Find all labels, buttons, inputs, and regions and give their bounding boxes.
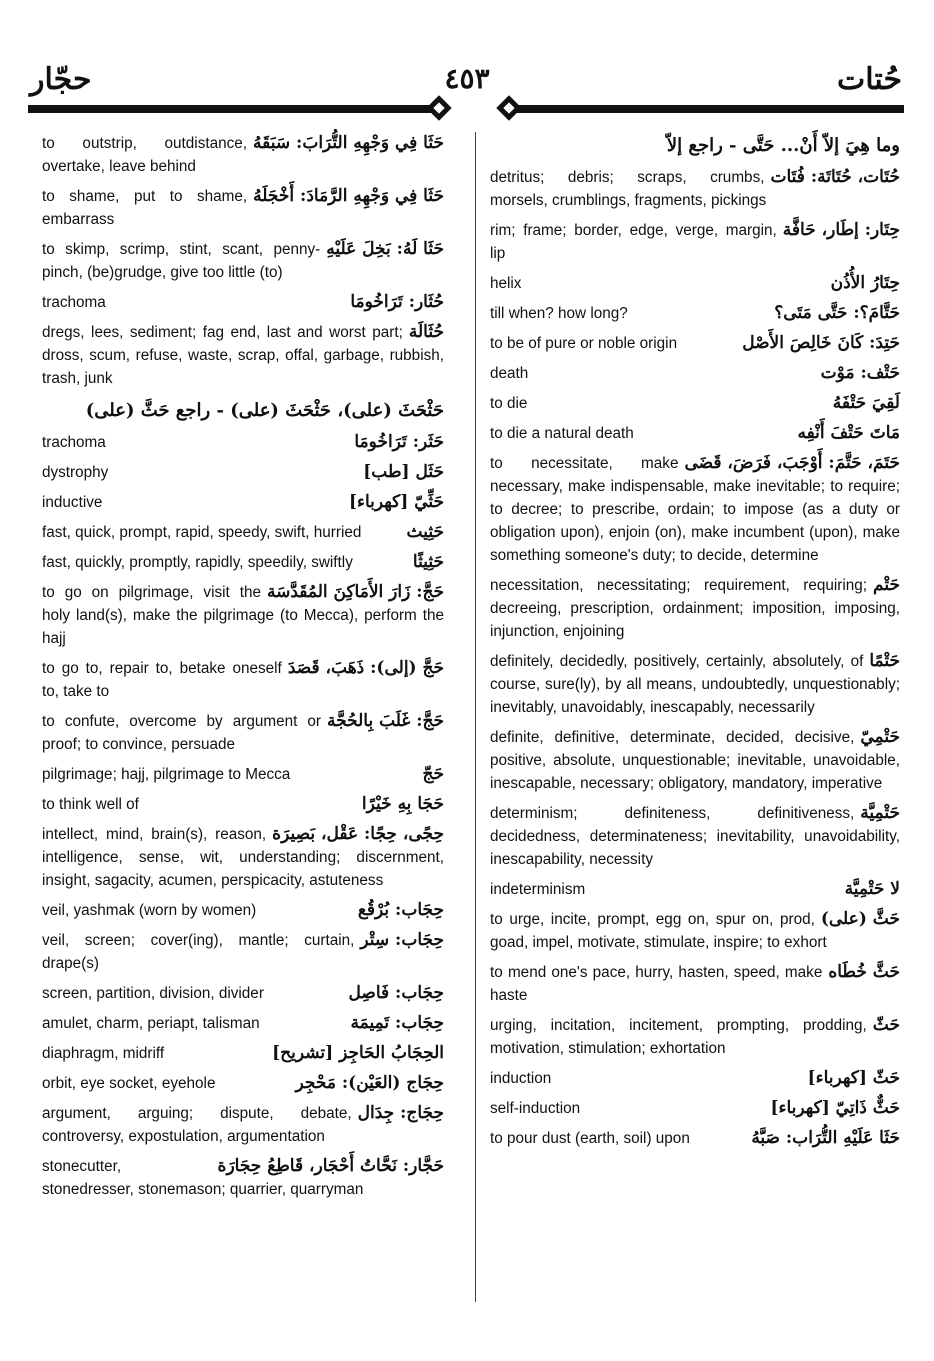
arabic-headword: حَتْمًا (869, 651, 900, 671)
dictionary-entry (42, 899, 444, 922)
arabic-headword: حَتْمِيّ (860, 727, 900, 747)
cross-reference-line: حَثْحَثَ (على)، حَثْحَثَ (على) - راجع حَثَّ (على) (85, 400, 444, 421)
dictionary-entry (490, 362, 900, 385)
arabic-headword: حَثّ (872, 1015, 900, 1035)
english-definition: rim; frame; border, edge, verge, margin, lip (490, 222, 777, 262)
english-definition: veil, screen; cover(ing), mantle; curtain, drape(s) (42, 932, 355, 972)
dictionary-entry (490, 302, 900, 325)
english-definition: to think well of (42, 796, 139, 813)
arabic-headword: حَثِيثًا (412, 552, 444, 572)
arabic-headword: حِجَاج (العَيْن): مَحْجِر (295, 1073, 444, 1093)
english-definition: argument, arguing; dispute, debate, controversy, expostulation, argumentation (42, 1105, 352, 1145)
dictionary-entry (42, 132, 444, 178)
cross-reference-line: وما هِيَ إلاّ أَنْ... حَتَّى - راجع إلاّ (666, 135, 900, 156)
english-definition: pilgrimage; hajj, pilgrimage to Mecca (42, 766, 291, 783)
column-divider (475, 132, 476, 1302)
english-definition: death (490, 365, 529, 382)
left-column (42, 132, 444, 1208)
english-definition: trachoma (42, 294, 106, 311)
arabic-headword: حِجَاج: جِدَال (357, 1103, 444, 1123)
english-definition: to die a natural death (490, 425, 634, 442)
arabic-headword: حَجَّ: غَلَبَ بِالحُجَّة (327, 711, 444, 731)
arabic-headword: حَثَا لَهُ: بَخِلَ عَلَيْهِ (326, 239, 444, 259)
english-definition: to mend one's pace, hurry, hasten, speed, make haste (490, 964, 823, 1004)
arabic-headword: حِتَارُ الأُذُن (830, 273, 900, 293)
dictionary-entry (42, 521, 444, 544)
arabic-headword: حَثٌّ ذَاتِيّ [كهرباء] (770, 1098, 900, 1118)
english-definition: to go to, repair to, betake oneself to, take to (42, 660, 282, 700)
dictionary-entry (490, 166, 900, 212)
arabic-headword: حَثَر: تَرَاخُومَا (354, 432, 444, 452)
diamond-ornament-icon (496, 95, 521, 120)
english-definition: necessitation, necessitating; requirement, requiring; decreeing, prescription, ordainment; imposition, imposing, injunction, enjoining (490, 577, 900, 640)
arabic-headword: حَتْمِيَّة (860, 803, 900, 823)
english-definition: determinism; definiteness, definitiveness, decidedness, determinateness; inevitability, unavoidability, inescapability, necessity (490, 805, 900, 868)
arabic-headword: حَثّ [كهرباء] (807, 1068, 900, 1088)
dictionary-entry (42, 491, 444, 514)
dictionary-entry (42, 185, 444, 231)
header-rule-left (28, 105, 438, 113)
dictionary-entry (42, 581, 444, 650)
dictionary-entry (42, 551, 444, 574)
dictionary-entry (490, 332, 900, 355)
dictionary-entry (490, 272, 900, 295)
arabic-headword: حَتْف: مَوْت (820, 363, 900, 383)
arabic-headword: حَجَّار: نَحَّاتُ أَحْجَار، قَاطِعُ حِجَارَة (217, 1156, 444, 1176)
dictionary-entry (42, 710, 444, 756)
english-definition: definite, definitive, determinate, decided, decisive, positive, absolute, unquestionable; inevitable, unavoidable, inescapable, necessary; obligatory, mandatory, imperative (490, 729, 900, 792)
guide-word-left: حجّار (30, 62, 92, 97)
dictionary-entry (42, 982, 444, 1005)
dictionary-entry (490, 219, 900, 265)
arabic-headword: حَتَمَ، حَتَّمَ: أَوْجَبَ، فَرَضَ، قَضَى (684, 453, 900, 473)
english-definition: detritus; debris; scraps, crumbs, morsels, crumblings, fragments, pickings (490, 169, 767, 209)
page-number: ٤٥٣ (444, 62, 490, 95)
english-definition: to go on pilgrimage, visit the holy land(s), make the pilgrimage (to Mecca), perform the hajj (42, 584, 444, 647)
arabic-headword: حَجَّ (إلى): ذَهَبَ، قَصَدَ (287, 658, 444, 678)
english-definition: to shame, put to shame, embarrass (42, 188, 248, 228)
arabic-headword: حُثَالَة (408, 322, 444, 342)
arabic-headword: حَتِدَ: كَانَ خَالِصَ الأَصْل (742, 333, 900, 353)
dictionary-entry (42, 823, 444, 892)
arabic-headword: حَتَّامَ؟: حَتَّى مَتَى؟ (774, 303, 900, 323)
english-definition: till when? how long? (490, 305, 628, 322)
dictionary-entry (42, 461, 444, 484)
english-definition: definitely, decidedly, positively, certainly, absolutely, of course, sure(ly), by all means, undoubtedly, unquestionably; inevitably, unavoidably, inescapably, necessarily (490, 653, 900, 716)
dictionary-entry (42, 1102, 444, 1148)
arabic-headword: مَاتَ حَتْفَ أَنْفِه (797, 423, 900, 443)
english-definition: amulet, charm, periapt, talisman (42, 1015, 260, 1032)
dictionary-entry (42, 431, 444, 454)
arabic-headword: حِجَاب: سِتْر (360, 930, 444, 950)
dictionary-entry (490, 650, 900, 719)
dictionary-entry (42, 657, 444, 703)
english-definition: to be of pure or noble origin (490, 335, 678, 352)
arabic-headword: حِتَار: إطَار، حَافَّة (782, 220, 900, 240)
arabic-headword: حَثِّيّ [كهرباء] (348, 492, 444, 512)
english-definition: to pour dust (earth, soil) upon (490, 1130, 690, 1147)
english-definition: to outstrip, outdistance, overtake, leave behind (42, 135, 248, 175)
dictionary-entry (490, 452, 900, 567)
dictionary-entry (42, 763, 444, 786)
english-definition: veil, yashmak (worn by women) (42, 902, 257, 919)
english-definition: to skimp, scrimp, stint, scant, penny-pinch, (be)grudge, give too little (to) (42, 241, 321, 281)
dictionary-entry (490, 726, 900, 795)
arabic-headword: الحِجَابُ الحَاجِز [تشريح] (272, 1043, 444, 1063)
right-column (490, 132, 900, 1157)
english-definition: induction (490, 1070, 552, 1087)
dictionary-entry (490, 422, 900, 445)
english-definition: to urge, incite, prompt, egg on, spur on, prod, goad, impel, motivate, stimulate, inspire; to exhort (490, 911, 827, 951)
dictionary-entry (42, 1012, 444, 1035)
english-definition: intellect, mind, brain(s), reason, intelligence, sense, wit, understanding; discernment, insight, sagacity, acumen, perspicacity, astuteness (42, 826, 444, 889)
english-definition: dystrophy (42, 464, 109, 481)
english-definition: to confute, overcome by argument or proof; to convince, persuade (42, 713, 322, 753)
arabic-headword: حَجَا بِهِ خَيْرًا (361, 794, 444, 814)
dictionary-entry (490, 392, 900, 415)
dictionary-entry (490, 1097, 900, 1120)
dictionary-entry (490, 1014, 900, 1060)
english-definition: screen, partition, division, divider (42, 985, 264, 1002)
dictionary-entry (490, 961, 900, 1007)
arabic-headword: حَثَا فِي وَجْهِهِ التُّرَابَ: سَبَقَهُ (253, 133, 444, 153)
english-definition: to necessitate, make necessary, make indispensable, make inevitable; to require; to decree; to prescribe, ordain; to impose (as a duty or obligation upon), enjoin (on), make incumbent (upon), make something someone's duty; to decide, determine (490, 455, 900, 564)
arabic-headword: حَتْم (873, 575, 900, 595)
english-definition: indeterminism (490, 881, 586, 898)
arabic-headword: حُتَات، حُتَاتَة: فُتَات (770, 167, 900, 187)
arabic-headword: حِجَاب: تَمِيمَة (350, 1013, 444, 1033)
english-definition: trachoma (42, 434, 106, 451)
arabic-headword: حَثَّ خُطَاه (828, 962, 900, 982)
arabic-headword: حَثِيث (406, 522, 444, 542)
english-definition: dregs, lees, sediment; fag end, last and worst part; dross, scum, refuse, waste, scrap, offal, garbage, rubbish, trash, junk (42, 324, 444, 387)
english-definition: orbit, eye socket, eyehole (42, 1075, 216, 1092)
dictionary-entry (490, 1067, 900, 1090)
dictionary-entry (42, 321, 444, 390)
dictionary-entry (42, 291, 444, 314)
dictionary-entry (490, 1127, 900, 1150)
arabic-headword: حَجَّ: زَارَ الأَمَاكِنَ المُقَدَّسَة (266, 582, 444, 602)
guide-word-right: حُتات (837, 62, 902, 97)
dictionary-entry (490, 574, 900, 643)
dictionary-entry (42, 793, 444, 816)
arabic-headword: حَثَّ (على) (820, 909, 900, 929)
english-definition: to die (490, 395, 528, 412)
arabic-headword: حُثَار: تَرَاخُومَا (350, 292, 444, 312)
dictionary-entry (490, 878, 900, 901)
dictionary-entry (42, 1072, 444, 1095)
dictionary-entry (42, 929, 444, 975)
dictionary-entry (490, 908, 900, 954)
english-definition: helix (490, 275, 522, 292)
diamond-ornament-icon (426, 95, 451, 120)
english-definition: urging, incitation, incitement, prompting, prodding, motivation, stimulation; exhortation (490, 1017, 867, 1057)
arabic-headword: حَثَا عَلَيْهِ التُّرَاب: صَبَّهُ (751, 1128, 900, 1148)
english-definition: fast, quick, prompt, rapid, speedy, swift, hurried (42, 524, 362, 541)
arabic-headword: حَثَل [طب] (363, 462, 444, 482)
english-definition: stonecutter, stonedresser, stonemason; quarrier, quarryman (42, 1158, 364, 1198)
arabic-headword: حِجَاب: بُرْقُع (357, 900, 444, 920)
arabic-headword: حِجَاب: فَاصِل (348, 983, 444, 1003)
arabic-headword: حَثَا فِي وَجْهِهِ الرَّمَادَ: أَخْجَلَهُ (253, 186, 444, 206)
header-rule-right (512, 105, 904, 113)
english-definition: fast, quickly, promptly, rapidly, speedily, swiftly (42, 554, 353, 571)
dictionary-entry (490, 802, 900, 871)
english-definition: inductive (42, 494, 103, 511)
dictionary-entry (42, 1042, 444, 1065)
arabic-headword: حَجّ (422, 764, 444, 784)
arabic-headword: لَقِيَ حَتْفَهُ (832, 393, 900, 413)
english-definition: self-induction (490, 1100, 581, 1117)
english-definition: diaphragm, midriff (42, 1045, 165, 1062)
arabic-headword: حِجًى، حِجًا: عَقْل، بَصِيرَة (272, 824, 444, 844)
arabic-headword: لا حَتْمِيَّة (844, 879, 900, 899)
dictionary-entry (42, 1155, 444, 1201)
dictionary-entry (42, 238, 444, 284)
